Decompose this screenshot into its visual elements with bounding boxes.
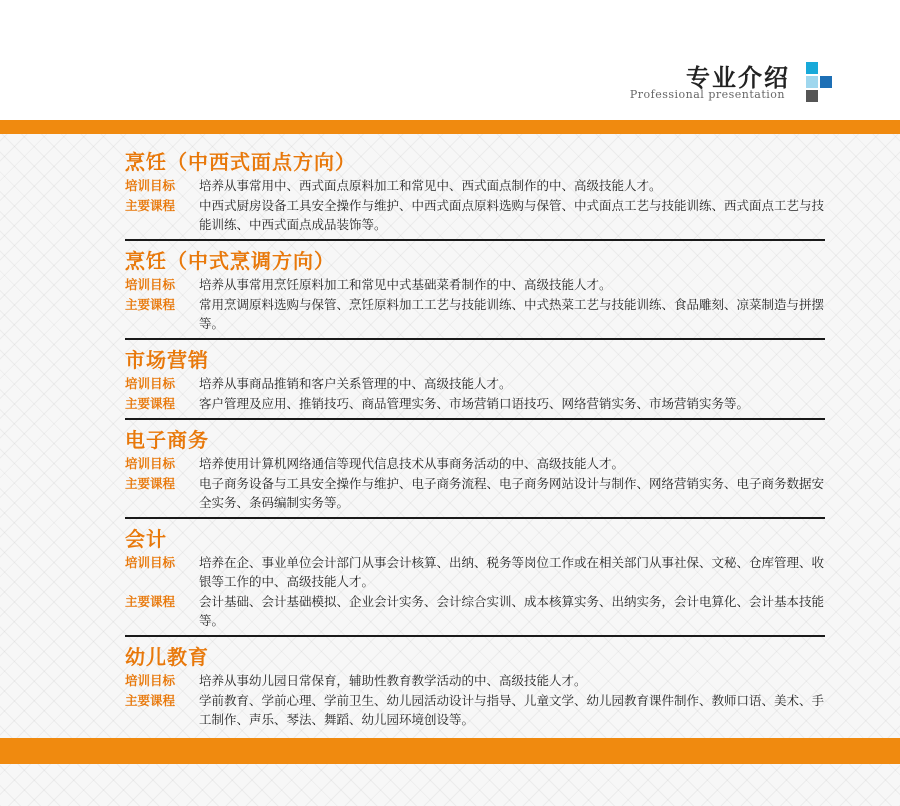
page-header bbox=[0, 0, 900, 120]
goal-text: 培养从事常用烹饪原料加工和常见中式基础菜肴制作的中、高级技能人才。 bbox=[199, 277, 612, 292]
course-text: 会计基础、会计基础模拟、企业会计实务、会计综合实训、成本核算实务、出纳实务，会计电算化、会计基本技能等。 bbox=[199, 594, 825, 628]
course-row bbox=[125, 474, 825, 512]
page-subtitle: Professional presentation bbox=[629, 88, 785, 101]
goal-row bbox=[125, 374, 825, 393]
major-section-preschool bbox=[125, 643, 825, 734]
course-label: 主要课程 bbox=[125, 594, 176, 609]
goal-label: 培训目标 bbox=[125, 555, 176, 570]
goal-label: 培训目标 bbox=[125, 456, 176, 471]
goal-text: 培养在企、事业单位会计部门从事会计核算、出纳、税务等岗位工作或在相关部门从事社保、文秘、仓库管理、收银等工作的中、高级技能人才。 bbox=[199, 555, 825, 589]
course-row bbox=[125, 691, 825, 729]
page-title: 专业介绍 bbox=[686, 64, 790, 92]
course-text: 电子商务设备与工具安全操作与维护、电子商务流程、电子商务网站设计与制作、网络营销实务、电子商务数据安全实务、条码编制实务等。 bbox=[199, 476, 825, 510]
course-row bbox=[125, 295, 825, 333]
major-section-accounting bbox=[125, 525, 825, 637]
goal-row bbox=[125, 671, 825, 690]
bottom-orange-band bbox=[0, 738, 900, 764]
top-orange-band bbox=[0, 120, 900, 134]
goal-text: 培养从事幼儿园日常保育，辅助性教育教学活动的中、高级技能人才。 bbox=[199, 673, 587, 688]
course-label: 主要课程 bbox=[125, 396, 176, 411]
course-row bbox=[125, 196, 825, 234]
goal-text: 培养使用计算机网络通信等现代信息技术从事商务活动的中、高级技能人才。 bbox=[199, 456, 625, 471]
course-row bbox=[125, 394, 825, 413]
major-section-cooking bbox=[125, 247, 825, 340]
course-label: 主要课程 bbox=[125, 297, 176, 312]
major-section-marketing bbox=[125, 346, 825, 420]
major-title: 烹饪（中西式面点方向） bbox=[125, 150, 356, 174]
course-label: 主要课程 bbox=[125, 198, 176, 213]
major-title: 市场营销 bbox=[125, 348, 209, 372]
course-row bbox=[125, 592, 825, 630]
goal-label: 培训目标 bbox=[125, 376, 176, 391]
course-text: 学前教育、学前心理、学前卫生、幼儿园活动设计与指导、儿童文学、幼儿园教育课件制作、教师口语、美术、手工制作、声乐、琴法、舞蹈、幼儿园环境创设等。 bbox=[199, 693, 825, 727]
major-section-ecommerce bbox=[125, 426, 825, 519]
goal-label: 培训目标 bbox=[125, 277, 176, 292]
major-title: 会计 bbox=[125, 527, 167, 551]
goal-text: 培养从事常用中、西式面点原料加工和常见中、西式面点制作的中、高级技能人才。 bbox=[199, 178, 662, 193]
course-text: 客户管理及应用、推销技巧、商品管理实务、市场营销口语技巧、网络营销实务、市场营销实务等。 bbox=[199, 396, 750, 411]
major-title: 幼儿教育 bbox=[125, 645, 209, 669]
logo-squares-icon bbox=[806, 62, 836, 102]
course-label: 主要课程 bbox=[125, 476, 176, 491]
goal-text: 培养从事商品推销和客户关系管理的中、高级技能人才。 bbox=[199, 376, 512, 391]
major-title: 烹饪（中式烹调方向） bbox=[125, 249, 335, 273]
course-text: 中西式厨房设备工具安全操作与维护、中西式面点原料选购与保管、中式面点工艺与技能训练、西式面点工艺与技能训练、中西式面点成品装饰等。 bbox=[199, 198, 825, 232]
goal-row bbox=[125, 454, 825, 473]
goal-label: 培训目标 bbox=[125, 673, 176, 688]
major-section-pastry bbox=[125, 148, 825, 241]
goal-row bbox=[125, 176, 825, 195]
course-label: 主要课程 bbox=[125, 693, 176, 708]
goal-label: 培训目标 bbox=[125, 178, 176, 193]
goal-row bbox=[125, 275, 825, 294]
major-title: 电子商务 bbox=[125, 428, 209, 452]
major-list bbox=[125, 148, 825, 740]
course-text: 常用烹调原料选购与保管、烹饪原料加工工艺与技能训练、中式热菜工艺与技能训练、食品雕刻、凉菜制造与拼摆等。 bbox=[199, 297, 825, 331]
goal-row bbox=[125, 553, 825, 591]
